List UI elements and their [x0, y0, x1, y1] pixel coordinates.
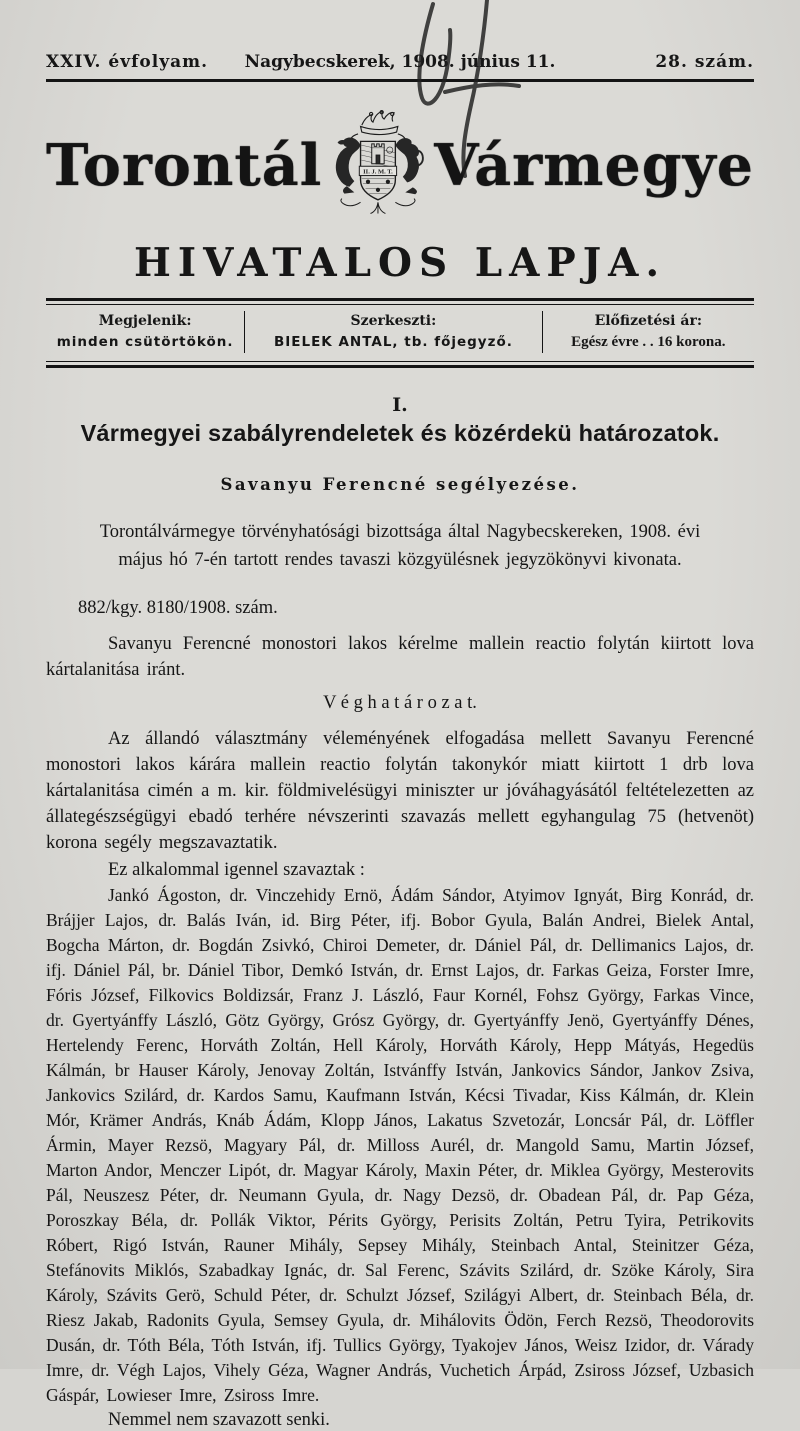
publication-value: minden csütörtökön.	[56, 334, 234, 350]
subscription-label: Előfizetési ár:	[594, 313, 702, 329]
editor-value: BIELEK ANTAL, tb. főjegyző.	[273, 334, 513, 350]
subscription-value: Egész évre . . 16 korona.	[571, 334, 726, 350]
gazette-subtitle: HIVATALOS LAPJA.	[133, 240, 667, 286]
masthead-title-right: Vármegye	[434, 131, 754, 199]
intro-paragraph: Torontálvármegye törvényhatósági bizottsága által Nagybecskereken, 1908. évi május hó 7-én tartott rendes tavaszi közgyülésnek jegyzökönyvi kivonata.	[99, 522, 701, 570]
decision-paragraph: Az állandó választmány véleményének elfogadása mellett Savanyu Ferencné monostori lakos kárára mallein reactio folytán takonykór miatt kiirtott 1 drb lova kártalanitása cimén a m. kir. földmivelésügyi miniszter ur jóváhagyásától feltételezetten az állategészségügyi ebadó terhére névszerinti szavazás mellett egyhangulag 75 (hetvenöt) korona segély megszavaztatik.	[46, 729, 754, 853]
petition-paragraph: Savanyu Ferencné monostori lakos kérelme mallein reactio folytán kiirtott lova kártalanitása iránt.	[46, 634, 754, 680]
article-title: Savanyu Ferencné segélyezése.	[220, 475, 580, 494]
closing-line: Nemmel nem szavazott senki.	[108, 1410, 330, 1430]
info-cell-editor	[244, 311, 541, 353]
section-number: I.	[392, 394, 408, 416]
voters-list: Jankó Ágoston, dr. Vinczehidy Ernö, Ádám Sándor, Atyimov Ignyát, Birg Konrád, dr. Brájjer Lajos, dr. Balás Iván, id. Birg Péter, ifj. Bobor Gyula, Balán Andrei, Bielek Antal, Bogcha Márton, dr. Bogdán Zsivkó, Chiroi Demeter, dr. Dániel Pál, dr. Dellimanics Lajos, dr. ifj. Dániel Pál, br. Dániel Tibor, Demkó István, dr. Ernst Lajos, dr. Farkas Geiza, Forster Imre, Fóris József, Filkovics Boldizsár, Franz J. László, Faur Kornél, Fohsz György, Farkas Vince, dr. Gyertyánffy László, Götz György, Grósz György, dr. Gyertyánffy Jenö, Gyertyánffy Dénes, Hertelendy Ferenc, Horváth Zoltán, Hell Károly, Horváth Károly, Hepp Mátyás, Hegedüs Kálmán, br Hauser Károly, Jenovay Zoltán, Istvánffy István, Jankovics Sándor, Jankov Zsiva, Jankovics Szilárd, dr. Kardos Samu, Kaufmann István, Kécsi Tivadar, Kiss Kálmán, dr. Klein Mór, Krämer András, Knáb Ádám, Klopp János, Lakatus Szvetozár, Loncsár Pál, dr. Löffler Ármin, Mayer Rezsö, Magyary Pál, dr. Milloss Aurél, dr. Mangold Samu, Martin József, Marton Andor, Menczer Lipót, dr. Magyar Károly, Maxin Péter, dr. Miklea György, Mesterovits Pál, Neuszesz Péter, dr. Neumann Gyula, dr. Nagy Dezsö, dr. Obadean Pál, dr. Pap Géza, Poroszkay Béla, dr. Pollák Viktor, Périts György, Perisits Zoltán, Petru Tyira, Petrikovits Róbert, Rigó István, Rauner Mihály, Sepsey Mihály, Steinbach Antal, Steinitzer Géza, Stefánovits Miklós, Szabadkay Ignác, dr. Sal Ferenc, Szávits Szilárd, dr. Szöke Károly, Sira Károly, Szávits Gerö, Schuld Péter, dr. Schulzt József, Szilágyi Albert, dr. Steinbach Béla, dr. Riesz Jakab, Radonits Gyula, Semsey Gyula, dr. Mihálovits Ödön, Ferch Rezsö, Theodorovits Dusán, dr. Tóth Béla, Tóth István, ifj. Tullics György, Tyakojev János, Weisz Izidor, dr. Várady Imre, dr. Végh Lajos, Vihely Géza, Wagner András, Vuchetich Árpád, Zsiross József, Uzbasich Gáspár, Lowieser Imre, Zsiross Imre.	[46, 885, 754, 1405]
masthead-title-left: Torontál	[46, 131, 323, 199]
info-cell-publication	[46, 311, 244, 353]
publication-info-table	[46, 305, 754, 361]
table-top-rule	[46, 298, 754, 305]
pen-mark-annotation	[395, 0, 535, 190]
crest-motto: II. J. M. T.	[363, 168, 394, 176]
info-cell-subscription	[542, 311, 754, 353]
section-title: Vármegyei szabályrendeletek és közérdekü határozatok.	[80, 420, 720, 446]
volume-label: XXIV. évfolyam.	[46, 52, 208, 72]
decision-heading: V é g h a t á r o z a t.	[323, 693, 477, 713]
issue-number-label: 28. szám.	[655, 52, 754, 72]
date-label: Nagybecskerek, 1908. június 11.	[244, 52, 556, 72]
publication-label: Megjelenik:	[98, 313, 192, 329]
eagle-supporter-icon	[336, 137, 361, 193]
table-bottom-rule	[46, 361, 754, 368]
votes-intro: Ez alkalommal igennel szavaztak :	[108, 860, 365, 880]
case-number: 882/kgy. 8180/1908. szám.	[78, 598, 278, 618]
editor-label: Szerkeszti:	[350, 313, 437, 329]
